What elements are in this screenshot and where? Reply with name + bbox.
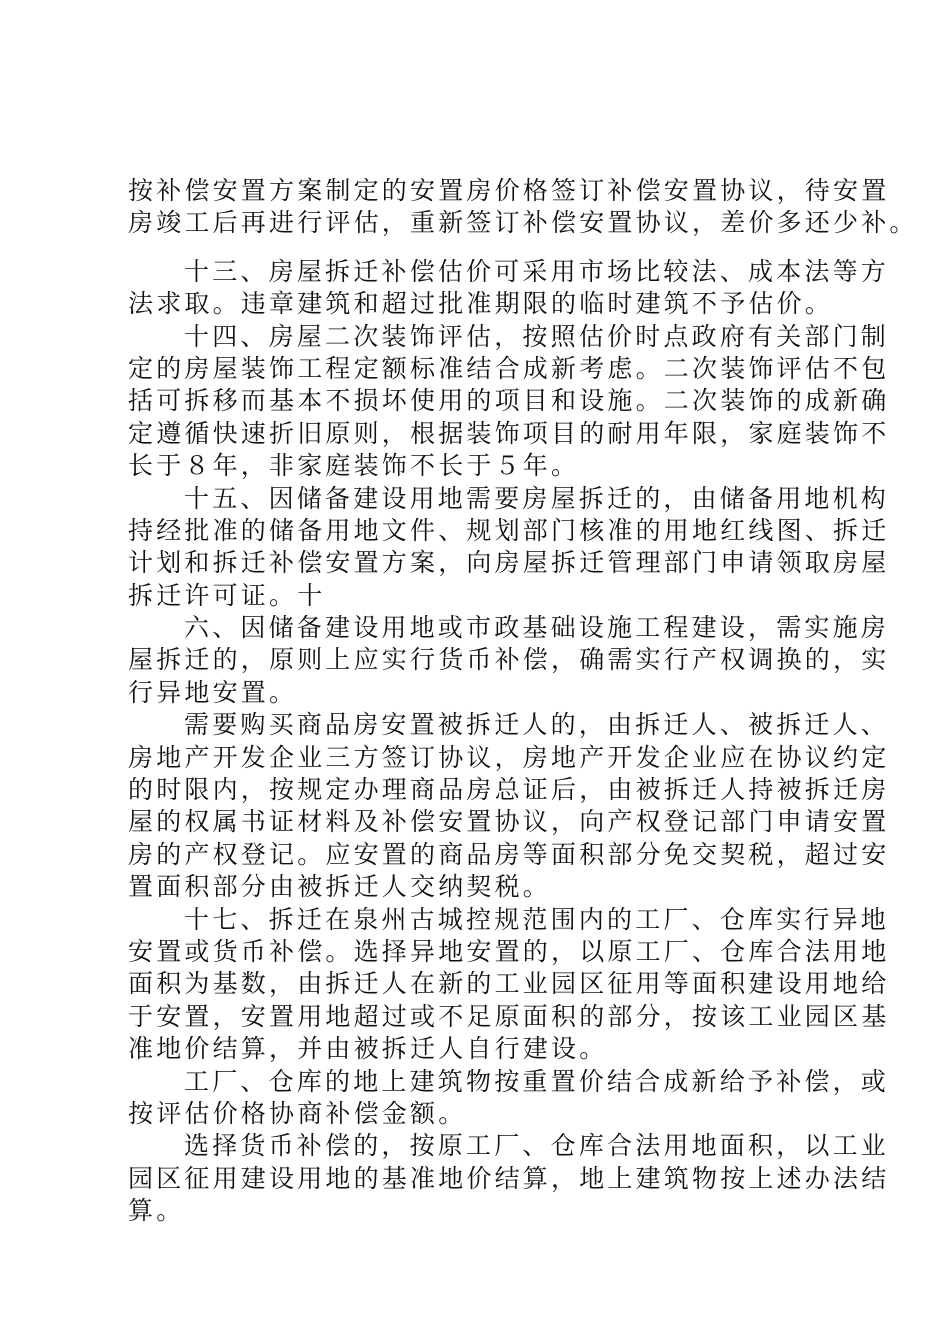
text-line: 选择货币补偿的，按原工厂、仓库合法用地面积，以工业 xyxy=(184,1131,890,1161)
text-line: 面积为基数，由拆迁人在新的工业园区征用等面积建设用地给 xyxy=(128,969,890,999)
text-line: 房的产权登记。应安置的商品房等面积部分免交契税，超过安 xyxy=(128,839,890,869)
text-line: 屋拆迁的，原则上应实行货币补偿，确需实行产权调换的，实 xyxy=(128,645,890,675)
text-line: 按补偿安置方案制定的安置房价格签订补偿安置协议，待安置 xyxy=(128,176,890,205)
text-line: 安置或货币补偿。选择异地安置的，以原工厂、仓库合法用地 xyxy=(128,936,890,966)
text-line: 六、因储备建设用地或市政基础设施工程建设，需实施房 xyxy=(184,613,890,643)
document-body xyxy=(128,175,918,1228)
text-line: 十五、因储备建设用地需要房屋拆迁的，由储备用地机构 xyxy=(184,483,890,513)
text-line: 园区征用建设用地的基准地价结算，地上建筑物按上述办法结 xyxy=(128,1163,890,1193)
text-line: 法求取。违章建筑和超过批准期限的临时建筑不予估价。 xyxy=(128,289,834,319)
text-line: 房地产开发企业三方签订协议，房地产开发企业应在协议约定 xyxy=(128,742,890,772)
text-line: 按评估价格协商补偿金额。 xyxy=(128,1098,467,1128)
text-line: 计划和拆迁补偿安置方案，向房屋拆迁管理部门申请领取房屋 xyxy=(128,548,890,578)
text-line: 定的房屋装饰工程定额标准结合成新考虑。二次装饰评估不包 xyxy=(128,353,890,383)
text-line: 定遵循快速折旧原则，根据装饰项目的耐用年限，家庭装饰不 xyxy=(128,418,890,448)
text-line: 于安置，安置用地超过或不足原面积的部分，按该工业园区基 xyxy=(128,1001,890,1031)
paragraph-gap xyxy=(128,240,838,256)
text-line: 十四、房屋二次装饰评估，按照估价时点政府有关部门制 xyxy=(184,321,890,351)
text-line: 行异地安置。 xyxy=(128,677,298,707)
text-line: 屋的权属书证材料及补偿安置协议，向产权登记部门申请安置 xyxy=(128,807,890,837)
text-line: 持经批准的储备用地文件、规划部门核准的用地红线图、拆迁 xyxy=(128,515,890,545)
text-line: 准地价结算，并由被拆迁人自行建设。 xyxy=(128,1034,608,1064)
text-line: 长于８年，非家庭装饰不长于５年。 xyxy=(128,451,580,481)
text-line: 括可拆移而基本不损坏使用的项目和设施。二次装饰的成新确 xyxy=(128,386,890,416)
text-line: 需要购买商品房安置被拆迁人的，由拆迁人、被拆迁人、 xyxy=(184,710,890,740)
text-line: 置面积部分由被拆迁人交纳契税。 xyxy=(128,872,552,902)
text-line: 算。 xyxy=(128,1196,185,1226)
text-line: 工厂、仓库的地上建筑物按重置价结合成新给予补偿，或 xyxy=(184,1066,890,1096)
text-line: 十三、房屋拆迁补偿估价可采用市场比较法、成本法等方 xyxy=(184,256,890,286)
text-line: 房竣工后再进行评估，重新签订补偿安置协议，差价多还少补。 xyxy=(128,208,918,238)
text-line: 的时限内，按规定办理商品房总证后，由被拆迁人持被拆迁房 xyxy=(128,775,890,805)
text-line: 拆迁许可证。十 xyxy=(128,580,326,610)
text-line: 十七、拆迁在泉州古城控规范围内的工厂、仓库实行异地 xyxy=(184,904,890,934)
